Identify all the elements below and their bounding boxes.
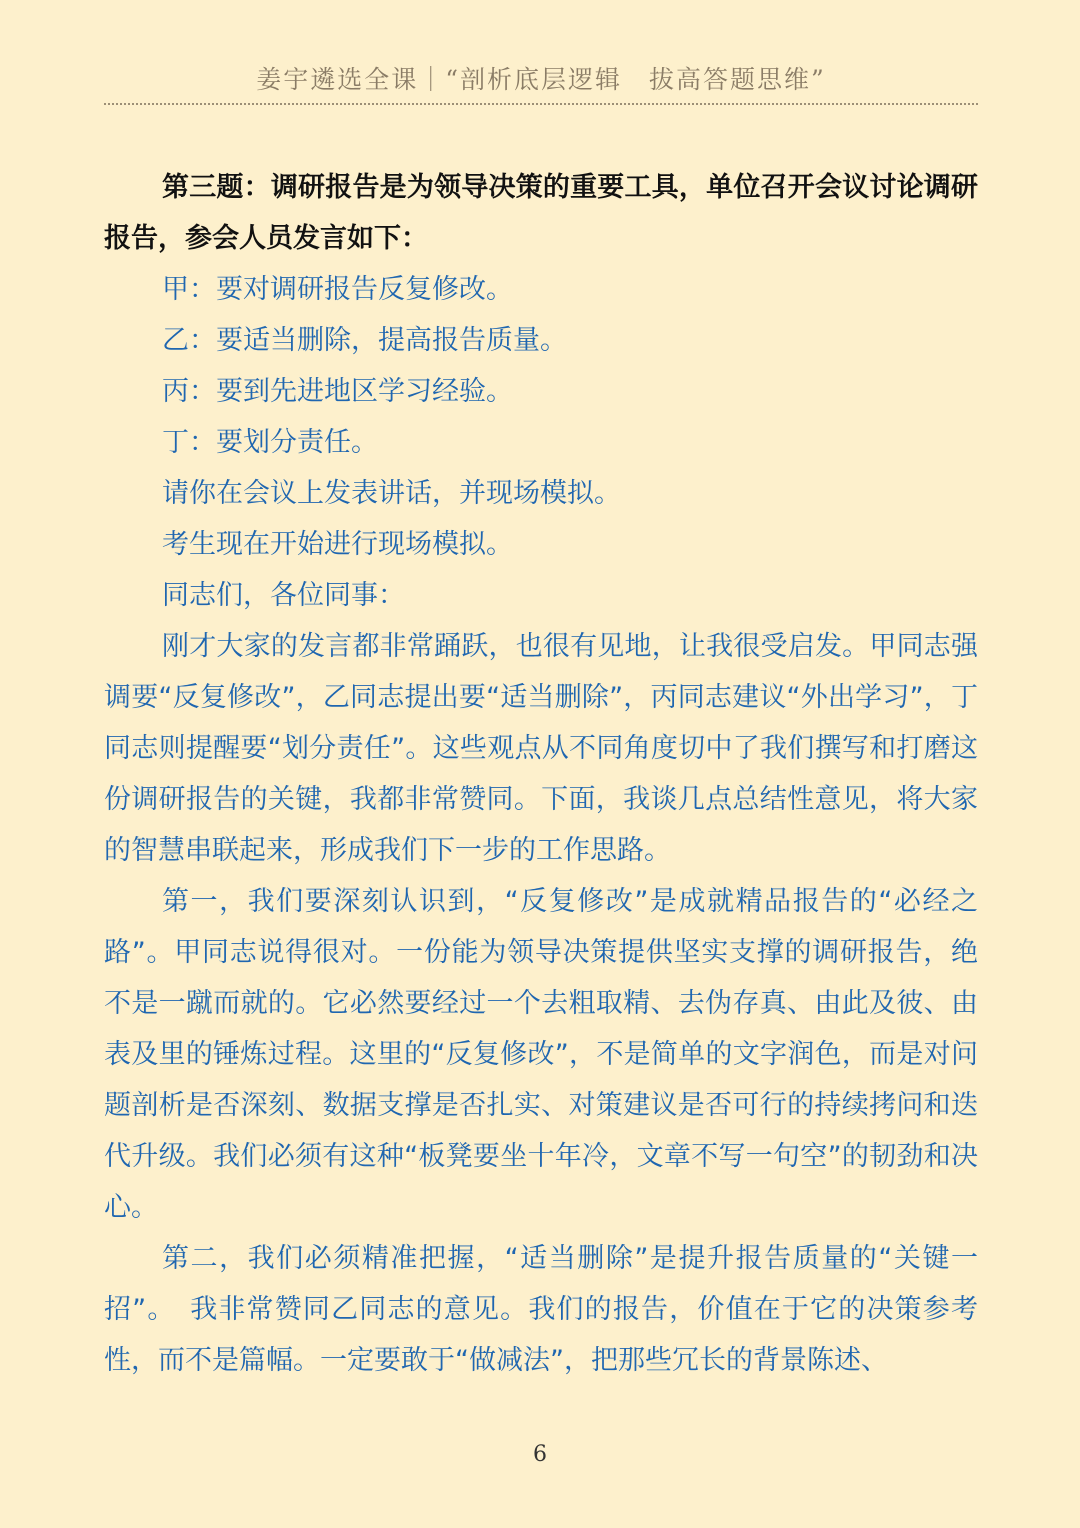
speaker-jia: 甲：要对调研报告反复修改。 xyxy=(162,274,513,305)
paragraph-second-point: 第二，我们必须精准把握，“适当删除”是提升报告质量的“关键一招”。 我非常赞同乙同志的意见。我们的报告，价值在于它的决策参考性，而不是篇幅。一定要敢于“做减法”，把那些冗长的背景陈述、 xyxy=(104,1243,978,1376)
greeting: 同志们，各位同事： xyxy=(162,580,405,611)
speaker-ding: 丁：要划分责任。 xyxy=(162,427,378,458)
speaker-bing: 丙：要到先进地区学习经验。 xyxy=(162,376,513,407)
speaker-yi: 乙：要适当删除，提高报告质量。 xyxy=(162,325,567,356)
task-instruction: 请你在会议上发表讲话，并现场模拟。 xyxy=(162,478,621,509)
paragraph-intro: 刚才大家的发言都非常踊跃，也很有见地，让我很受启发。甲同志强调要“反复修改”，乙同志提出要“适当删除”，丙同志建议“外出学习”，丁同志则提醒要“划分责任”。这些观点从不同角度切中了我们撰写和打磨这份调研报告的关键，我都非常赞同。下面，我谈几点总结性意见，将大家的智慧串联起来，形成我们下一步的工作思路。 xyxy=(104,631,978,866)
question-heading: 第三题：调研报告是为领导决策的重要工具，单位召开会议讨论调研报告，参会人员发言如下： xyxy=(104,172,978,254)
header-divider xyxy=(104,103,978,105)
document-body xyxy=(104,162,978,1386)
simulation-start: 考生现在开始进行现场模拟。 xyxy=(162,529,513,560)
paragraph-first-point: 第一，我们要深刻认识到，“反复修改”是成就精品报告的“必经之路”。甲同志说得很对。一份能为领导决策提供坚实支撑的调研报告，绝不是一蹴而就的。它必然要经过一个去粗取精、去伪存真、由此及彼、由表及里的锤炼过程。这里的“反复修改”，不是简单的文字润色，而是对问题剖析是否深刻、数据支撑是否扎实、对策建议是否可行的持续拷问和迭代升级。我们必须有这种“板凳要坐十年冷，文章不写一句空”的韧劲和决心。 xyxy=(104,886,978,1223)
page-header: 姜宇遴选全课｜“剖析底层逻辑 拔高答题思维” xyxy=(256,65,826,94)
page-number: 6 xyxy=(533,1442,547,1467)
